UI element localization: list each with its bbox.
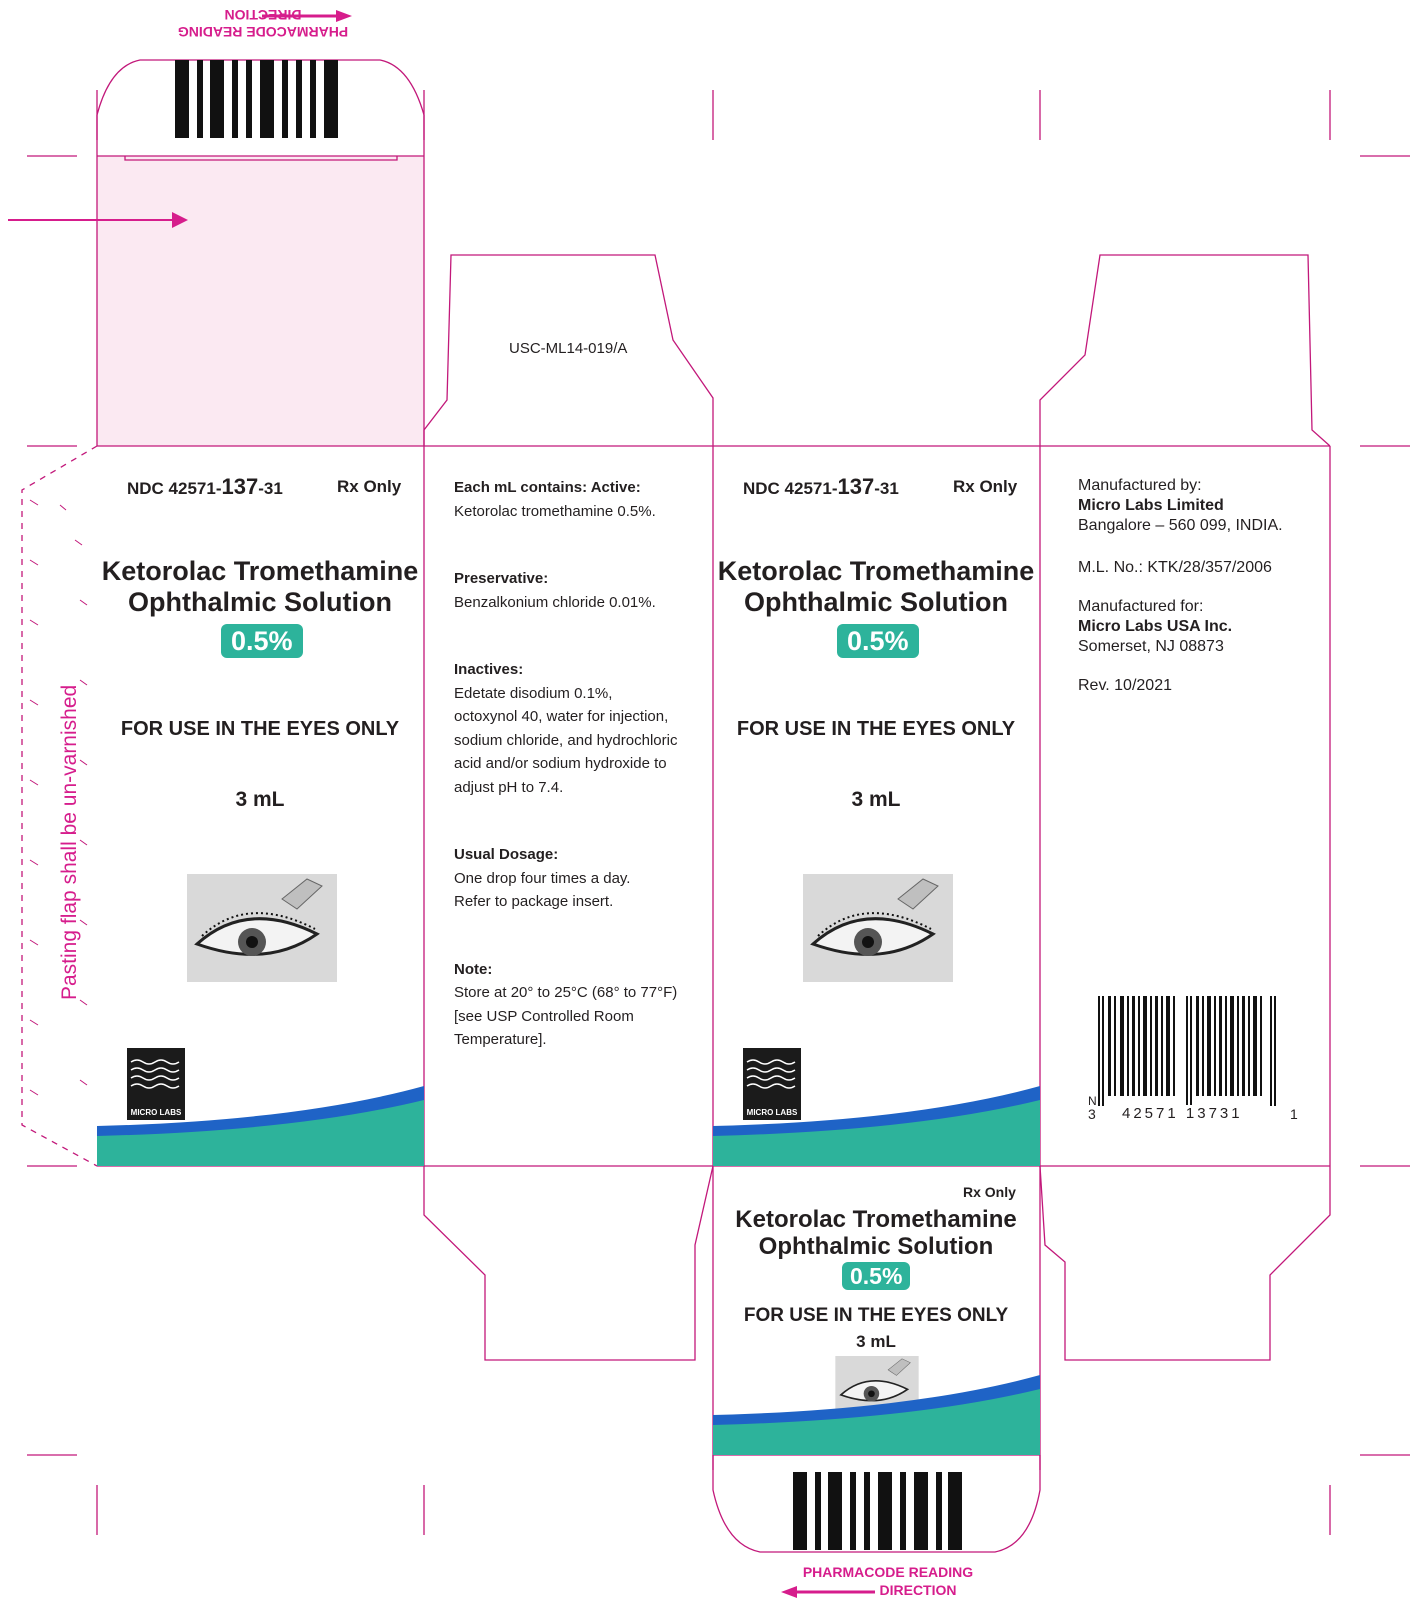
drug-name-line-2: Ophthalmic Solution (758, 1233, 994, 1260)
drug-name-line-1: Ketorolac Tromethamine (717, 556, 1035, 586)
strength-badge: 0.5% (221, 626, 303, 657)
upc-digits: 42571 13731 (1122, 1105, 1243, 1122)
micro-labs-logo: MICRO LABS (127, 1048, 185, 1120)
drug-name-line-2: Ophthalmic Solution (128, 587, 392, 617)
manufacturer-panel (1078, 476, 1323, 696)
note-line: Temperature]. (454, 1031, 547, 1048)
teal-wave (713, 1375, 1040, 1455)
rx-only-label: Rx Only (953, 477, 1018, 496)
pharmacode-barcode-top (170, 60, 350, 138)
inactives-line: adjust pH to 7.4. (454, 778, 564, 796)
artwork-code: USC-ML14-019/A (509, 340, 628, 357)
front-panel-left (97, 446, 424, 1166)
mfd-for-address: Somerset, NJ 08873 (1078, 638, 1224, 655)
dosage-line: One drop four times a day. (454, 869, 631, 887)
drug-name-line-2: Ophthalmic Solution (744, 587, 1008, 617)
revision: Rev. 10/2021 (1078, 677, 1172, 694)
inactives-line: acid and/or sodium hydroxide to (454, 755, 667, 772)
drug-name-line-1: Ketorolac Tromethamine (735, 1206, 1017, 1233)
inactives-line: Edetate disodium 0.1%, (454, 684, 613, 702)
inactives-heading: Inactives: (454, 661, 524, 678)
use-statement: FOR USE IN THE EYES ONLY (120, 718, 400, 740)
dosage-line: Refer to package insert. (454, 893, 614, 910)
drug-name (100, 556, 420, 618)
pharmacode-direction-bottom (788, 1563, 988, 1599)
strength-badge: 0.5% (842, 1263, 910, 1290)
pharmacode-direction-top (168, 6, 358, 40)
pharmacode-line-2: DIRECTION (879, 1582, 957, 1598)
volume-label: 3 mL (235, 788, 285, 811)
contains-heading: Each mL contains: Active: (454, 479, 641, 496)
drug-name (716, 1206, 1036, 1260)
mfd-by-name: Micro Labs Limited (1078, 497, 1224, 514)
ingredients-panel (454, 476, 714, 1052)
teal-wave (713, 1086, 1040, 1166)
ml-number: M.L. No.: KTK/28/357/2006 (1078, 559, 1272, 576)
drug-name-line-1: Ketorolac Tromethamine (101, 556, 419, 586)
rx-only-label: Rx Only (337, 477, 402, 496)
pharmacode-barcode-bottom (788, 1472, 968, 1550)
ndc-number: NDC 42571-137-31 (127, 474, 283, 499)
contains-text: Ketorolac tromethamine 0.5%. (454, 502, 656, 520)
eye-dropper-image (187, 874, 337, 982)
teal-wave (97, 1086, 424, 1166)
upc-check-right: 1 (1290, 1106, 1298, 1122)
mfd-for-label: Manufactured for: (1078, 598, 1204, 615)
pharmacode-line-1: PHARMACODE READING (802, 1564, 974, 1580)
inactives-line: sodium chloride, and hydrochloric (454, 731, 678, 749)
use-statement: FOR USE IN THE EYES ONLY (743, 1305, 1009, 1326)
use-statement: FOR USE IN THE EYES ONLY (736, 718, 1016, 740)
dosage-heading: Usual Dosage: (454, 846, 559, 863)
note-line: [see USP Controlled Room (454, 1007, 634, 1025)
front-panel-right (713, 446, 1040, 1166)
inactives-line: octoxynol 40, water for injection, (454, 708, 669, 725)
micro-labs-logo: MICRO LABS (743, 1048, 801, 1120)
mfd-for-name: Micro Labs USA Inc. (1078, 618, 1233, 635)
note-heading: Note: (454, 960, 493, 978)
mfd-by-label: Manufactured by: (1078, 477, 1202, 494)
mfd-by-address: Bangalore – 560 099, INDIA. (1078, 517, 1283, 534)
pharmacode-line-2: DIRECTION (224, 7, 302, 23)
rx-only-label: Rx Only (963, 1184, 1016, 1200)
bottom-end-panel (713, 1166, 1040, 1455)
upc-check-left: 3 (1088, 1106, 1096, 1122)
ndc-number: NDC 42571-137-31 (743, 474, 899, 499)
volume-label: 3 mL (856, 1332, 896, 1351)
drug-name (716, 556, 1036, 618)
upc-barcode (1098, 996, 1288, 1106)
eye-dropper-image (803, 874, 953, 982)
note-line: Store at 20° to 25°C (68° to 77°F) (454, 984, 678, 1001)
preservative-heading: Preservative: (454, 570, 549, 587)
preservative-text: Benzalkonium chloride 0.01%. (454, 593, 656, 611)
volume-label: 3 mL (851, 788, 901, 811)
pasting-flap-note: Pasting flap shall be un-varnished (58, 684, 81, 1000)
strength-badge: 0.5% (837, 626, 919, 657)
upc-n-label: N (1088, 1094, 1097, 1108)
pharmacode-line-1: PHARMACODE READING (177, 24, 349, 40)
